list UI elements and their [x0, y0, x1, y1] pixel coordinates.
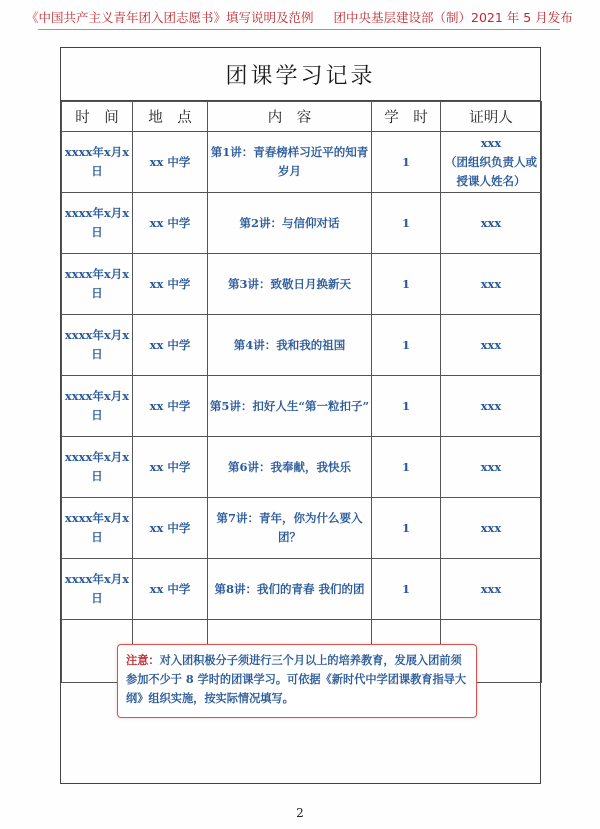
- cell-hours: 1: [372, 437, 441, 498]
- document-header: [26, 8, 576, 30]
- cell-content: 第5讲：扣好人生“第一粒扣子”: [208, 376, 372, 437]
- notice-box: [117, 644, 477, 718]
- cell-witness: [441, 132, 542, 193]
- cell-time: xxxx年x月x日: [62, 559, 133, 620]
- cell-witness: xxx: [441, 254, 542, 315]
- cell-time: xxxx年x月x日: [62, 132, 133, 193]
- cell-content: 第4讲：我和我的祖国: [208, 315, 372, 376]
- cell-place: xx 中学: [133, 315, 208, 376]
- column-header-witness: 证明人: [441, 102, 542, 132]
- column-header-place: 地 点: [133, 102, 208, 132]
- cell-content: 第7讲：青年，你为什么要入团？: [208, 498, 372, 559]
- cell-content: 第6讲：我奉献，我快乐: [208, 437, 372, 498]
- cell-content: 第1讲：青春榜样习近平的知青岁月: [208, 132, 372, 193]
- cell-witness: xxx: [441, 437, 542, 498]
- cell-time: xxxx年x月x日: [62, 437, 133, 498]
- cell-place: xx 中学: [133, 559, 208, 620]
- cell-witness: xxx: [441, 559, 542, 620]
- witness-note: （团组织负责人或授课人姓名）: [445, 154, 537, 188]
- table-row: [62, 193, 542, 254]
- cell-place: xx 中学: [133, 437, 208, 498]
- cell-witness: xxx: [441, 315, 542, 376]
- cell-content: 第8讲：我们的青春 我们的团: [208, 559, 372, 620]
- cell-witness: xxx: [441, 376, 542, 437]
- form-title: 团课学习记录: [61, 48, 540, 101]
- cell-hours: 1: [372, 559, 441, 620]
- cell-time: xxxx年x月x日: [62, 315, 133, 376]
- table-header-row: [62, 102, 542, 132]
- cell-hours: 1: [372, 315, 441, 376]
- table-row: [62, 559, 542, 620]
- notice-text: 对入团积极分子须进行三个月以上的培养教育，发展入团前须参加不少于 8 学时的团课学习。可依据《新时代中学团课教育指导大纲》组织实施，按实际情况填写。: [126, 653, 467, 705]
- column-header-content: 内 容: [208, 102, 372, 132]
- column-header-time: 时 间: [62, 102, 133, 132]
- table-row: [62, 315, 542, 376]
- cell-time: xxxx年x月x日: [62, 376, 133, 437]
- cell-place: xx 中学: [133, 254, 208, 315]
- table-row: [62, 254, 542, 315]
- column-header-hours: 学 时: [372, 102, 441, 132]
- page-number: 2: [296, 806, 304, 820]
- table-row: [62, 132, 542, 193]
- table-row: [62, 498, 542, 559]
- table-row: [62, 437, 542, 498]
- header-left-text: 《中国共产主义青年团入团志愿书》填写说明及范例: [26, 10, 314, 25]
- cell-hours: 1: [372, 193, 441, 254]
- cell-hours: 1: [372, 254, 441, 315]
- cell-place: xx 中学: [133, 193, 208, 254]
- cell-hours: 1: [372, 132, 441, 193]
- cell-witness: xxx: [441, 498, 542, 559]
- cell-hours: 1: [372, 498, 441, 559]
- cell-hours: 1: [372, 376, 441, 437]
- header-rule: [38, 29, 560, 30]
- header-right-text: 团中央基层建设部（制）2021 年 5 月发布: [333, 10, 573, 25]
- cell-place: xx 中学: [133, 132, 208, 193]
- notice-label: 注意：: [126, 653, 160, 667]
- cell-content: 第3讲：致敬日月换新天: [208, 254, 372, 315]
- cell-content: 第2讲：与信仰对话: [208, 193, 372, 254]
- cell-witness: xxx: [441, 193, 542, 254]
- table-row: [62, 376, 542, 437]
- cell-time: xxxx年x月x日: [62, 498, 133, 559]
- cell-place: xx 中学: [133, 498, 208, 559]
- study-record-table: [61, 101, 542, 683]
- cell-place: xx 中学: [133, 376, 208, 437]
- cell-time: xxxx年x月x日: [62, 254, 133, 315]
- cell-time: xxxx年x月x日: [62, 193, 133, 254]
- witness-name: xxx: [480, 135, 502, 150]
